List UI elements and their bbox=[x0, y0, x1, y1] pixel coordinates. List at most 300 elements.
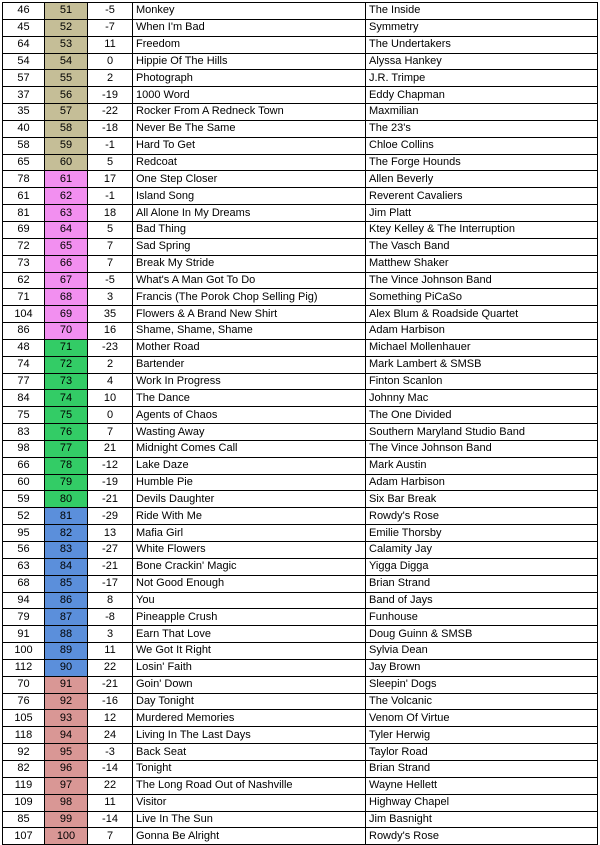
previous-rank-cell: 82 bbox=[3, 760, 45, 777]
artist-name-cell: The Vince Johnson Band bbox=[366, 440, 598, 457]
table-row bbox=[3, 407, 598, 424]
artist-name-cell: Jay Brown bbox=[366, 659, 598, 676]
rank-change-cell: 24 bbox=[88, 727, 133, 744]
song-title-cell: We Got It Right bbox=[133, 643, 366, 660]
previous-rank-cell: 118 bbox=[3, 727, 45, 744]
previous-rank-cell: 57 bbox=[3, 70, 45, 87]
previous-rank-cell: 107 bbox=[3, 828, 45, 845]
rank-change-cell: -3 bbox=[88, 744, 133, 761]
rank-change-cell: -5 bbox=[88, 272, 133, 289]
artist-name-cell: Eddy Chapman bbox=[366, 87, 598, 104]
rank-change-cell: 18 bbox=[88, 205, 133, 222]
song-title-cell: The Dance bbox=[133, 390, 366, 407]
table-row bbox=[3, 777, 598, 794]
song-title-cell: Humble Pie bbox=[133, 474, 366, 491]
artist-name-cell: Rowdy's Rose bbox=[366, 508, 598, 525]
current-rank-cell: 96 bbox=[45, 760, 88, 777]
artist-name-cell: The Forge Hounds bbox=[366, 154, 598, 171]
song-title-cell: Francis (The Porok Chop Selling Pig) bbox=[133, 289, 366, 306]
song-title-cell: Midnight Comes Call bbox=[133, 440, 366, 457]
current-rank-cell: 90 bbox=[45, 659, 88, 676]
previous-rank-cell: 109 bbox=[3, 794, 45, 811]
rank-change-cell: -27 bbox=[88, 542, 133, 559]
rank-change-cell: 16 bbox=[88, 323, 133, 340]
current-rank-cell: 71 bbox=[45, 339, 88, 356]
artist-name-cell: Wayne Hellett bbox=[366, 777, 598, 794]
table-row bbox=[3, 457, 598, 474]
rank-change-cell: -12 bbox=[88, 457, 133, 474]
rank-change-cell: 21 bbox=[88, 440, 133, 457]
song-title-cell: Not Good Enough bbox=[133, 575, 366, 592]
table-row bbox=[3, 794, 598, 811]
table-row bbox=[3, 811, 598, 828]
rank-change-cell: 5 bbox=[88, 154, 133, 171]
table-row bbox=[3, 643, 598, 660]
table-row bbox=[3, 104, 598, 121]
rank-change-cell: 5 bbox=[88, 221, 133, 238]
song-title-cell: Monkey bbox=[133, 3, 366, 20]
previous-rank-cell: 85 bbox=[3, 811, 45, 828]
artist-name-cell: Alex Blum & Roadside Quartet bbox=[366, 306, 598, 323]
previous-rank-cell: 70 bbox=[3, 676, 45, 693]
artist-name-cell: Ktey Kelley & The Interruption bbox=[366, 221, 598, 238]
song-title-cell: Tonight bbox=[133, 760, 366, 777]
song-title-cell: Visitor bbox=[133, 794, 366, 811]
table-row bbox=[3, 70, 598, 87]
artist-name-cell: Southern Maryland Studio Band bbox=[366, 424, 598, 441]
current-rank-cell: 97 bbox=[45, 777, 88, 794]
rank-change-cell: 12 bbox=[88, 710, 133, 727]
current-rank-cell: 75 bbox=[45, 407, 88, 424]
current-rank-cell: 56 bbox=[45, 87, 88, 104]
previous-rank-cell: 68 bbox=[3, 575, 45, 592]
rank-change-cell: 10 bbox=[88, 390, 133, 407]
rank-change-cell: 3 bbox=[88, 626, 133, 643]
artist-name-cell: Emilie Thorsby bbox=[366, 525, 598, 542]
current-rank-cell: 68 bbox=[45, 289, 88, 306]
previous-rank-cell: 63 bbox=[3, 558, 45, 575]
table-row bbox=[3, 592, 598, 609]
previous-rank-cell: 112 bbox=[3, 659, 45, 676]
previous-rank-cell: 48 bbox=[3, 339, 45, 356]
song-title-cell: Rocker From A Redneck Town bbox=[133, 104, 366, 121]
table-row bbox=[3, 272, 598, 289]
song-title-cell: Mafia Girl bbox=[133, 525, 366, 542]
artist-name-cell: The Vince Johnson Band bbox=[366, 272, 598, 289]
current-rank-cell: 58 bbox=[45, 120, 88, 137]
table-row bbox=[3, 205, 598, 222]
artist-name-cell: Allen Beverly bbox=[366, 171, 598, 188]
artist-name-cell: Mark Lambert & SMSB bbox=[366, 356, 598, 373]
artist-name-cell: J.R. Trimpe bbox=[366, 70, 598, 87]
previous-rank-cell: 58 bbox=[3, 137, 45, 154]
table-row bbox=[3, 137, 598, 154]
artist-name-cell: Alyssa Hankey bbox=[366, 53, 598, 70]
artist-name-cell: Adam Harbison bbox=[366, 323, 598, 340]
previous-rank-cell: 64 bbox=[3, 36, 45, 53]
song-title-cell: Photograph bbox=[133, 70, 366, 87]
table-row bbox=[3, 3, 598, 20]
rank-change-cell: -18 bbox=[88, 120, 133, 137]
artist-name-cell: Sylvia Dean bbox=[366, 643, 598, 660]
artist-name-cell: Johnny Mac bbox=[366, 390, 598, 407]
current-rank-cell: 79 bbox=[45, 474, 88, 491]
current-rank-cell: 69 bbox=[45, 306, 88, 323]
artist-name-cell: The Volcanic bbox=[366, 693, 598, 710]
current-rank-cell: 92 bbox=[45, 693, 88, 710]
artist-name-cell: Chloe Collins bbox=[366, 137, 598, 154]
artist-name-cell: Adam Harbison bbox=[366, 474, 598, 491]
artist-name-cell: Funhouse bbox=[366, 609, 598, 626]
song-title-cell: Work In Progress bbox=[133, 373, 366, 390]
table-row bbox=[3, 440, 598, 457]
artist-name-cell: Maxmilian bbox=[366, 104, 598, 121]
table-row bbox=[3, 154, 598, 171]
artist-name-cell: Jim Basnight bbox=[366, 811, 598, 828]
previous-rank-cell: 76 bbox=[3, 693, 45, 710]
song-title-cell: What's A Man Got To Do bbox=[133, 272, 366, 289]
previous-rank-cell: 37 bbox=[3, 87, 45, 104]
artist-name-cell: Taylor Road bbox=[366, 744, 598, 761]
song-title-cell: Earn That Love bbox=[133, 626, 366, 643]
artist-name-cell: Venom Of Virtue bbox=[366, 710, 598, 727]
previous-rank-cell: 54 bbox=[3, 53, 45, 70]
current-rank-cell: 84 bbox=[45, 558, 88, 575]
song-title-cell: 1000 Word bbox=[133, 87, 366, 104]
song-title-cell: One Step Closer bbox=[133, 171, 366, 188]
song-title-cell: Shame, Shame, Shame bbox=[133, 323, 366, 340]
current-rank-cell: 80 bbox=[45, 491, 88, 508]
rank-change-cell: 7 bbox=[88, 424, 133, 441]
current-rank-cell: 59 bbox=[45, 137, 88, 154]
table-row bbox=[3, 188, 598, 205]
song-title-cell: Wasting Away bbox=[133, 424, 366, 441]
current-rank-cell: 61 bbox=[45, 171, 88, 188]
table-row bbox=[3, 221, 598, 238]
song-title-cell: You bbox=[133, 592, 366, 609]
table-row bbox=[3, 558, 598, 575]
rank-change-cell: -21 bbox=[88, 491, 133, 508]
artist-name-cell: Sleepin' Dogs bbox=[366, 676, 598, 693]
previous-rank-cell: 119 bbox=[3, 777, 45, 794]
previous-rank-cell: 61 bbox=[3, 188, 45, 205]
previous-rank-cell: 45 bbox=[3, 19, 45, 36]
rank-change-cell: 22 bbox=[88, 777, 133, 794]
previous-rank-cell: 91 bbox=[3, 626, 45, 643]
song-title-cell: Goin' Down bbox=[133, 676, 366, 693]
artist-name-cell: Symmetry bbox=[366, 19, 598, 36]
artist-name-cell: Reverent Cavaliers bbox=[366, 188, 598, 205]
previous-rank-cell: 35 bbox=[3, 104, 45, 121]
rank-change-cell: 7 bbox=[88, 255, 133, 272]
current-rank-cell: 95 bbox=[45, 744, 88, 761]
song-title-cell: Sad Spring bbox=[133, 238, 366, 255]
song-title-cell: The Long Road Out of Nashville bbox=[133, 777, 366, 794]
artist-name-cell: Rowdy's Rose bbox=[366, 828, 598, 845]
current-rank-cell: 64 bbox=[45, 221, 88, 238]
rank-change-cell: 11 bbox=[88, 643, 133, 660]
artist-name-cell: Finton Scanlon bbox=[366, 373, 598, 390]
song-title-cell: Never Be The Same bbox=[133, 120, 366, 137]
rank-change-cell: -8 bbox=[88, 609, 133, 626]
song-title-cell: Break My Stride bbox=[133, 255, 366, 272]
artist-name-cell: Brian Strand bbox=[366, 760, 598, 777]
previous-rank-cell: 94 bbox=[3, 592, 45, 609]
rank-change-cell: 2 bbox=[88, 70, 133, 87]
song-title-cell: When I'm Bad bbox=[133, 19, 366, 36]
rank-change-cell: 13 bbox=[88, 525, 133, 542]
song-title-cell: Living In The Last Days bbox=[133, 727, 366, 744]
song-title-cell: Bad Thing bbox=[133, 221, 366, 238]
table-row bbox=[3, 693, 598, 710]
current-rank-cell: 74 bbox=[45, 390, 88, 407]
song-title-cell: Bone Crackin' Magic bbox=[133, 558, 366, 575]
artist-name-cell: Matthew Shaker bbox=[366, 255, 598, 272]
artist-name-cell: The 23's bbox=[366, 120, 598, 137]
rank-change-cell: 22 bbox=[88, 659, 133, 676]
current-rank-cell: 52 bbox=[45, 19, 88, 36]
table-row bbox=[3, 120, 598, 137]
rank-change-cell: -21 bbox=[88, 558, 133, 575]
rank-change-cell: -17 bbox=[88, 575, 133, 592]
table-row bbox=[3, 744, 598, 761]
artist-name-cell: Six Bar Break bbox=[366, 491, 598, 508]
table-row bbox=[3, 356, 598, 373]
table-row bbox=[3, 474, 598, 491]
song-title-cell: Mother Road bbox=[133, 339, 366, 356]
previous-rank-cell: 40 bbox=[3, 120, 45, 137]
table-row bbox=[3, 676, 598, 693]
current-rank-cell: 78 bbox=[45, 457, 88, 474]
current-rank-cell: 86 bbox=[45, 592, 88, 609]
current-rank-cell: 62 bbox=[45, 188, 88, 205]
table-row bbox=[3, 323, 598, 340]
current-rank-cell: 99 bbox=[45, 811, 88, 828]
song-title-cell: Live In The Sun bbox=[133, 811, 366, 828]
previous-rank-cell: 92 bbox=[3, 744, 45, 761]
song-title-cell: Day Tonight bbox=[133, 693, 366, 710]
current-rank-cell: 67 bbox=[45, 272, 88, 289]
table-row bbox=[3, 171, 598, 188]
song-title-cell: Ride With Me bbox=[133, 508, 366, 525]
current-rank-cell: 70 bbox=[45, 323, 88, 340]
song-title-cell: Losin' Faith bbox=[133, 659, 366, 676]
current-rank-cell: 85 bbox=[45, 575, 88, 592]
rank-change-cell: 8 bbox=[88, 592, 133, 609]
artist-name-cell: Jim Platt bbox=[366, 205, 598, 222]
rank-change-cell: -16 bbox=[88, 693, 133, 710]
song-title-cell: Freedom bbox=[133, 36, 366, 53]
table-row bbox=[3, 760, 598, 777]
rank-change-cell: -19 bbox=[88, 87, 133, 104]
table-row bbox=[3, 238, 598, 255]
previous-rank-cell: 73 bbox=[3, 255, 45, 272]
rank-change-cell: -23 bbox=[88, 339, 133, 356]
current-rank-cell: 55 bbox=[45, 70, 88, 87]
current-rank-cell: 88 bbox=[45, 626, 88, 643]
previous-rank-cell: 104 bbox=[3, 306, 45, 323]
song-title-cell: White Flowers bbox=[133, 542, 366, 559]
table-row bbox=[3, 424, 598, 441]
current-rank-cell: 60 bbox=[45, 154, 88, 171]
previous-rank-cell: 78 bbox=[3, 171, 45, 188]
table-row bbox=[3, 542, 598, 559]
rank-change-cell: 17 bbox=[88, 171, 133, 188]
current-rank-cell: 54 bbox=[45, 53, 88, 70]
rank-change-cell: -5 bbox=[88, 3, 133, 20]
previous-rank-cell: 52 bbox=[3, 508, 45, 525]
rank-change-cell: 4 bbox=[88, 373, 133, 390]
previous-rank-cell: 95 bbox=[3, 525, 45, 542]
table-row bbox=[3, 710, 598, 727]
table-row bbox=[3, 491, 598, 508]
current-rank-cell: 100 bbox=[45, 828, 88, 845]
table-row bbox=[3, 289, 598, 306]
current-rank-cell: 72 bbox=[45, 356, 88, 373]
current-rank-cell: 65 bbox=[45, 238, 88, 255]
previous-rank-cell: 98 bbox=[3, 440, 45, 457]
table-row bbox=[3, 87, 598, 104]
artist-name-cell: Brian Strand bbox=[366, 575, 598, 592]
table-row bbox=[3, 727, 598, 744]
previous-rank-cell: 46 bbox=[3, 3, 45, 20]
rank-change-cell: 11 bbox=[88, 794, 133, 811]
song-title-cell: Hippie Of The Hills bbox=[133, 53, 366, 70]
table-row bbox=[3, 575, 598, 592]
current-rank-cell: 89 bbox=[45, 643, 88, 660]
current-rank-cell: 57 bbox=[45, 104, 88, 121]
song-title-cell: Devils Daughter bbox=[133, 491, 366, 508]
song-title-cell: Hard To Get bbox=[133, 137, 366, 154]
rank-change-cell: -29 bbox=[88, 508, 133, 525]
rank-change-cell: -21 bbox=[88, 676, 133, 693]
previous-rank-cell: 83 bbox=[3, 424, 45, 441]
current-rank-cell: 82 bbox=[45, 525, 88, 542]
previous-rank-cell: 66 bbox=[3, 457, 45, 474]
artist-name-cell: The Vasch Band bbox=[366, 238, 598, 255]
current-rank-cell: 77 bbox=[45, 440, 88, 457]
previous-rank-cell: 62 bbox=[3, 272, 45, 289]
artist-name-cell: Tyler Herwig bbox=[366, 727, 598, 744]
table-row bbox=[3, 626, 598, 643]
song-title-cell: Pineapple Crush bbox=[133, 609, 366, 626]
artist-name-cell: Doug Guinn & SMSB bbox=[366, 626, 598, 643]
song-title-cell: Flowers & A Brand New Shirt bbox=[133, 306, 366, 323]
song-title-cell: Island Song bbox=[133, 188, 366, 205]
chart-body bbox=[3, 3, 598, 845]
artist-name-cell: Yigga Digga bbox=[366, 558, 598, 575]
previous-rank-cell: 105 bbox=[3, 710, 45, 727]
artist-name-cell: The One Divided bbox=[366, 407, 598, 424]
current-rank-cell: 63 bbox=[45, 205, 88, 222]
current-rank-cell: 66 bbox=[45, 255, 88, 272]
rank-change-cell: 0 bbox=[88, 53, 133, 70]
rank-change-cell: -22 bbox=[88, 104, 133, 121]
current-rank-cell: 51 bbox=[45, 3, 88, 20]
rank-change-cell: 2 bbox=[88, 356, 133, 373]
previous-rank-cell: 77 bbox=[3, 373, 45, 390]
table-row bbox=[3, 36, 598, 53]
rank-change-cell: 11 bbox=[88, 36, 133, 53]
song-title-cell: All Alone In My Dreams bbox=[133, 205, 366, 222]
previous-rank-cell: 72 bbox=[3, 238, 45, 255]
rank-change-cell: 7 bbox=[88, 238, 133, 255]
current-rank-cell: 91 bbox=[45, 676, 88, 693]
current-rank-cell: 94 bbox=[45, 727, 88, 744]
artist-name-cell: Mark Austin bbox=[366, 457, 598, 474]
table-row bbox=[3, 828, 598, 845]
previous-rank-cell: 79 bbox=[3, 609, 45, 626]
song-title-cell: Bartender bbox=[133, 356, 366, 373]
table-row bbox=[3, 306, 598, 323]
current-rank-cell: 76 bbox=[45, 424, 88, 441]
current-rank-cell: 53 bbox=[45, 36, 88, 53]
rank-change-cell: -14 bbox=[88, 760, 133, 777]
previous-rank-cell: 100 bbox=[3, 643, 45, 660]
previous-rank-cell: 86 bbox=[3, 323, 45, 340]
current-rank-cell: 83 bbox=[45, 542, 88, 559]
previous-rank-cell: 74 bbox=[3, 356, 45, 373]
rank-change-cell: -7 bbox=[88, 19, 133, 36]
current-rank-cell: 81 bbox=[45, 508, 88, 525]
previous-rank-cell: 84 bbox=[3, 390, 45, 407]
rank-change-cell: -14 bbox=[88, 811, 133, 828]
previous-rank-cell: 60 bbox=[3, 474, 45, 491]
table-row bbox=[3, 373, 598, 390]
previous-rank-cell: 56 bbox=[3, 542, 45, 559]
rank-change-cell: 3 bbox=[88, 289, 133, 306]
current-rank-cell: 93 bbox=[45, 710, 88, 727]
table-row bbox=[3, 659, 598, 676]
table-row bbox=[3, 339, 598, 356]
previous-rank-cell: 65 bbox=[3, 154, 45, 171]
previous-rank-cell: 69 bbox=[3, 221, 45, 238]
song-title-cell: Redcoat bbox=[133, 154, 366, 171]
song-title-cell: Murdered Memories bbox=[133, 710, 366, 727]
chart-table bbox=[2, 2, 598, 845]
table-row bbox=[3, 390, 598, 407]
artist-name-cell: The Inside bbox=[366, 3, 598, 20]
table-row bbox=[3, 255, 598, 272]
rank-change-cell: 35 bbox=[88, 306, 133, 323]
table-row bbox=[3, 508, 598, 525]
rank-change-cell: 7 bbox=[88, 828, 133, 845]
table-row bbox=[3, 53, 598, 70]
song-title-cell: Lake Daze bbox=[133, 457, 366, 474]
previous-rank-cell: 75 bbox=[3, 407, 45, 424]
table-row bbox=[3, 525, 598, 542]
artist-name-cell: Highway Chapel bbox=[366, 794, 598, 811]
current-rank-cell: 73 bbox=[45, 373, 88, 390]
current-rank-cell: 98 bbox=[45, 794, 88, 811]
table-row bbox=[3, 609, 598, 626]
rank-change-cell: -1 bbox=[88, 188, 133, 205]
previous-rank-cell: 71 bbox=[3, 289, 45, 306]
table-row bbox=[3, 19, 598, 36]
previous-rank-cell: 59 bbox=[3, 491, 45, 508]
song-title-cell: Gonna Be Alright bbox=[133, 828, 366, 845]
artist-name-cell: The Undertakers bbox=[366, 36, 598, 53]
rank-change-cell: -1 bbox=[88, 137, 133, 154]
current-rank-cell: 87 bbox=[45, 609, 88, 626]
rank-change-cell: -19 bbox=[88, 474, 133, 491]
artist-name-cell: Band of Jays bbox=[366, 592, 598, 609]
rank-change-cell: 0 bbox=[88, 407, 133, 424]
artist-name-cell: Something PiCaSo bbox=[366, 289, 598, 306]
song-title-cell: Back Seat bbox=[133, 744, 366, 761]
previous-rank-cell: 81 bbox=[3, 205, 45, 222]
artist-name-cell: Michael Mollenhauer bbox=[366, 339, 598, 356]
